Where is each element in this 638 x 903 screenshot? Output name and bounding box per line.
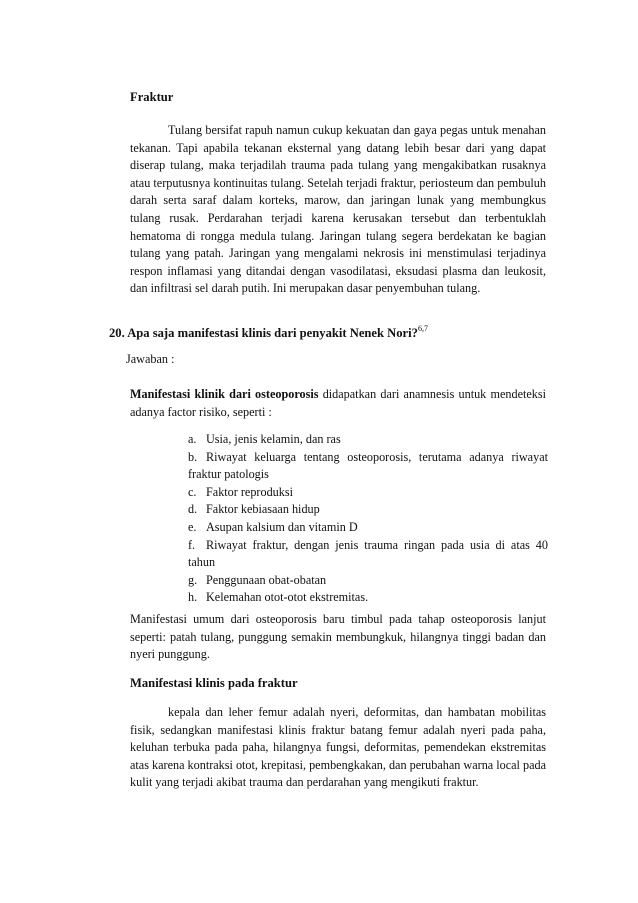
paragraph-fraktur-manifestasi-text: kepala dan leher femur adalah nyeri, deformitas, dan hambatan mobilitas fisik, sedangkan manifestasi klinis fraktur batang femur adalah nyeri pada paha, keluhan terbuka pada paha, hilangnya fungsi, deformitas, pemendekan ekstremitas atas karena kontraksi otot, krepitasi, pembengkakan, dan perubahan warna local pada kulit yang terjadi akibat trauma dan perdarahan yang mengikuti fraktur. <box>130 705 546 790</box>
list-item-letter: e. <box>188 519 197 534</box>
section-heading-fraktur: Fraktur <box>130 90 174 104</box>
list-item <box>188 572 548 590</box>
risk-factor-list <box>188 431 548 607</box>
question-heading <box>109 324 428 341</box>
list-item <box>188 431 548 449</box>
list-item <box>188 589 548 607</box>
question-text: 20. Apa saja manifestasi klinis dari penyakit Nenek Nori? <box>109 326 418 340</box>
list-item <box>188 519 548 537</box>
list-item-letter: c. <box>188 484 197 499</box>
answer-label: Jawaban : <box>126 352 175 366</box>
paragraph-osteo-general: Manifestasi umum dari osteoporosis baru timbul pada tahap osteoporosis lanjut seperti: patah tulang, punggung semakin membungkuk, hilangnya tinggi badan dan nyeri punggung. <box>130 612 546 662</box>
list-item-text: Faktor reproduksi <box>206 484 293 499</box>
paragraph-fraktur-text: Tulang bersifat rapuh namun cukup kekuatan dan gaya pegas untuk menahan tekanan. Tapi apabila tekanan eksternal yang datang lebih besar dari yang dapat diserap tulang, maka terjadilah trauma pada tulang yang mengakibatkan rusaknya atau terputusnya kontinuitas tulang. Setelah terjadi fraktur, periosteum dan pembuluh darah serta saraf dalam korteks, marow, dan jaringan lunak yang membungkus tulang rusak. Perdarahan terjadi karena kerusakan tersebut dan terbentuklah hematoma di rongga medula tulang. Jaringan tulang segera berdekatan ke bagian tulang yang patah. Jaringan yang mengalami nekrosis ini menstimulasi terjadinya respon inflamasi yang ditandai dengan vasodilatasi, eksudasi plasma dan leukosit, dan infiltrasi sel darah putih. Ini merupakan dasar penyembuhan tulang. <box>130 123 546 296</box>
list-item-letter: h. <box>188 590 198 605</box>
question-reference: 6,7 <box>417 324 428 333</box>
osteo-lead-rest: didapatkan dari anamnesis untuk mendeteksi adanya factor risiko, seperti : <box>130 387 546 419</box>
list-item-text: Usia, jenis kelamin, dan ras <box>206 432 341 446</box>
section-heading-fraktur-manifestasi: Manifestasi klinis pada fraktur <box>130 676 298 690</box>
paragraph-osteo-intro <box>130 386 546 421</box>
list-item-text: Faktor kebiasaan hidup <box>206 502 320 517</box>
list-item-text: Riwayat keluarga tentang osteoporosis, terutama adanya riwayat fraktur patologis <box>188 449 548 482</box>
list-item-text: Kelemahan otot-otot ekstremitas. <box>206 590 369 605</box>
paragraph-fraktur <box>130 122 546 298</box>
paragraph-fraktur-manifestasi <box>130 704 546 792</box>
list-item-letter: a. <box>188 432 197 446</box>
list-item <box>188 484 548 502</box>
list-item <box>188 537 548 572</box>
list-item-letter: b. <box>188 449 198 464</box>
list-item <box>188 501 548 519</box>
list-item-letter: f. <box>188 537 196 552</box>
list-item <box>188 449 548 484</box>
list-item-text: Asupan kalsium dan vitamin D <box>206 519 358 534</box>
list-item-text: Riwayat fraktur, dengan jenis trauma ringan pada usia di atas 40 tahun <box>188 537 548 570</box>
list-item-letter: g. <box>188 572 198 587</box>
osteo-lead-bold: Manifestasi klinik dari osteoporosis <box>130 387 319 401</box>
list-item-letter: d. <box>188 502 198 517</box>
list-item-text: Penggunaan obat-obatan <box>206 572 327 587</box>
